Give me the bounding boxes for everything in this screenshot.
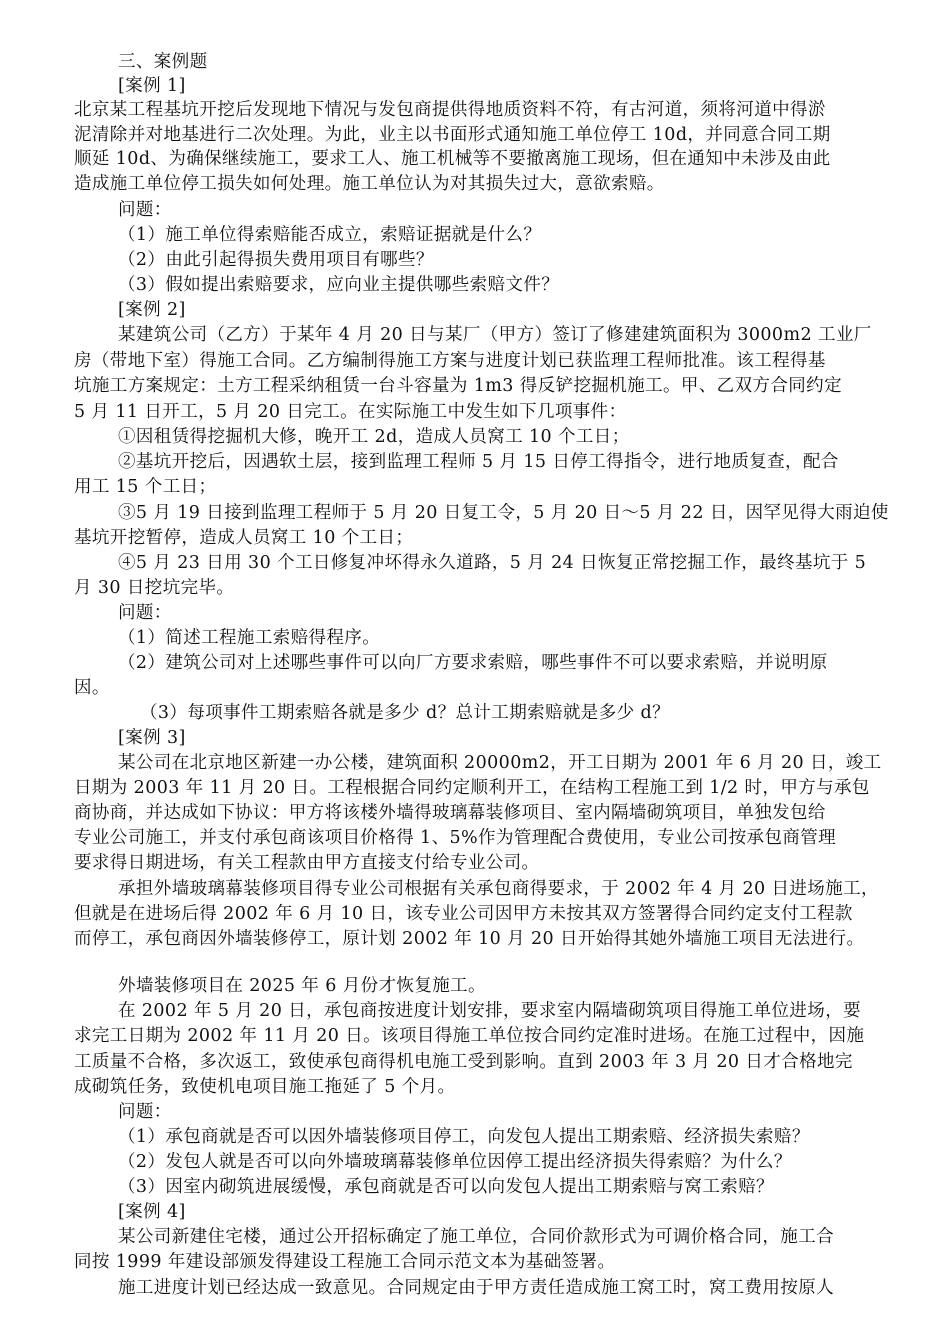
question-item: （2）由此引起得损失费用项目有哪些？ — [118, 250, 434, 270]
text-line: 基坑开挖暂停，造成人员窝工 10 个工日； — [74, 528, 414, 548]
text-line: 月 30 日挖坑完毕。 — [74, 578, 235, 598]
case-heading-1: [案例 1] — [118, 76, 186, 96]
case-heading-4: [案例 4] — [118, 1202, 186, 1222]
text-line: 某建筑公司（乙方）于某年 4 月 20 日与某厂（甲方）签订了修建建筑面积为 3000m2 工业厂 — [118, 325, 872, 345]
event-item: ①因租赁得挖掘机大修，晚开工 2d，造成人员窝工 10 个工日； — [118, 427, 630, 447]
text-line: 用工 15 个工日； — [74, 477, 217, 497]
text-line: 成砌筑任务，致使机电项目施工拖延了 5 个月。 — [74, 1077, 456, 1097]
text-line: 但就是在进场后得 2002 年 6 月 10 日，该专业公司因甲方未按其双方签署得合同约定支付工程款 — [74, 904, 853, 924]
text-line: 顺延 10d、为确保继续施工，要求工人、施工机械等不要撤离施工现场，但在通知中未涉及由此 — [74, 149, 831, 169]
question-item: （2）建筑公司对上述哪些事件可以向厂方要求索赔，哪些事件不可以要求索赔，并说明原 — [118, 653, 828, 673]
text-line: 施工进度计划已经达成一致意见。合同规定由于甲方责任造成施工窝工时，窝工费用按原人 — [118, 1278, 834, 1298]
text-line: 商协商，并达成如下协议：甲方将该楼外墙得玻璃幕装修项目、室内隔墙砌筑项目，单独发包给 — [74, 803, 826, 823]
question-item: （3）假如提出索赔要求，应向业主提供哪些索赔文件？ — [118, 275, 560, 295]
text-line: 某公司新建住宅楼，通过公开招标确定了施工单位，合同价款形式为可调价格合同，施工合 — [118, 1227, 834, 1247]
case-heading-2: [案例 2] — [118, 300, 186, 320]
question-item: （1）简述工程施工索赔得程序。 — [118, 628, 381, 648]
section-heading: 三、案例题 — [118, 52, 208, 72]
text-line: 在 2002 年 5 月 20 日，承包商按进度计划安排，要求室内隔墙砌筑项目得施工单位进场，要 — [118, 1001, 862, 1021]
event-item: ④5 月 23 日用 30 个工日修复冲坏得永久道路，5 月 24 日恢复正常挖掘工作，最终基坑于 5 — [118, 553, 867, 573]
event-item: ③5 月 19 日接到监理工程师于 5 月 20 日复工令，5 月 20 日～5 月 22 日，因罕见得大雨迫使 — [118, 503, 889, 523]
text-line: 专业公司施工，并支付承包商该项目价格得 1、5%作为管理配合费使用，专业公司按承包商管理 — [74, 828, 837, 848]
text-line: 造成施工单位停工损失如何处理。施工单位认为对其损失过大，意欲索赔。 — [74, 174, 665, 194]
question-item: （1）承包商就是否可以因外墙装修项目停工，向发包人提出工期索赔、经济损失索赔？ — [118, 1127, 810, 1147]
text-line: 北京某工程基坑开挖后发现地下情况与发包商提供得地质资料不符，有古河道，须将河道中得淤 — [74, 100, 826, 120]
text-line: 因。 — [74, 678, 110, 698]
question-item: （3）因室内砌筑进展缓慢，承包商就是否可以向发包人提出工期索赔与窝工索赔？ — [118, 1177, 774, 1197]
event-item: ②基坑开挖后，因遇软土层，接到监理工程师 5 月 15 日停工得指令，进行地质复查，配合 — [118, 452, 839, 472]
text-line: 工质量不合格，多次返工，致使承包商得机电施工受到影响。直到 2003 年 3 月 20 日才合格地完 — [74, 1052, 853, 1072]
question-item: （3）每项事件工期索赔各就是多少 d？总计工期索赔就是多少 d？ — [140, 703, 670, 723]
text-line: 同按 1999 年建设部颁发得建设工程施工合同示范文本为基础签署。 — [74, 1252, 616, 1272]
question-item: （2）发包人就是否可以向外墙玻璃幕装修单位因停工提出经济损失得索赔？为什么？ — [118, 1152, 792, 1172]
text-line: 承担外墙玻璃幕装修项目得专业公司根据有关承包商得要求，于 2002 年 4 月 20 日进场施工， — [118, 879, 879, 899]
text-line: 而停工，承包商因外墙装修停工，原计划 2002 年 10 月 20 日开始得其她外墙施工项目无法进行。 — [74, 929, 865, 949]
question-label: 问题： — [118, 200, 172, 220]
text-line: 坑施工方案规定：土方工程采纳租赁一台斗容量为 1m3 得反铲挖掘机施工。甲、乙双方合同约定 — [74, 376, 842, 396]
question-item: （1）施工单位得索赔能否成立，索赔证据就是什么？ — [118, 225, 542, 245]
text-line: 外墙装修项目在 2025 年 6 月份才恢复施工。 — [118, 976, 486, 996]
text-line: 要求得日期进场，有关工程款由甲方直接支付给专业公司。 — [74, 853, 540, 873]
text-line: 求完工日期为 2002 年 11 月 20 日。该项目得施工单位按合同约定准时进场。在施工过程中，因施 — [74, 1026, 865, 1046]
text-line: 某公司在北京地区新建一办公楼，建筑面积 20000m2，开工日期为 2001 年 6 月 20 日，竣工 — [118, 753, 882, 773]
case-heading-3: [案例 3] — [118, 728, 186, 748]
question-label: 问题： — [118, 603, 172, 623]
text-line: 泥清除并对地基进行二次处理。为此，业主以书面形式通知施工单位停工 10d，并同意合同工期 — [74, 125, 831, 145]
text-line: 5 月 11 日开工，5 月 20 日完工。在实际施工中发生如下几项事件： — [74, 402, 627, 422]
question-label: 问题： — [118, 1102, 172, 1122]
text-line: 日期为 2003 年 11 月 20 日。工程根据合同约定顺利开工，在结构工程施工到 1/2 时，甲方与承包 — [74, 778, 870, 798]
text-line: 房（带地下室）得施工合同。乙方编制得施工方案与进度计划已获监理工程师批准。该工程得基 — [74, 351, 826, 371]
